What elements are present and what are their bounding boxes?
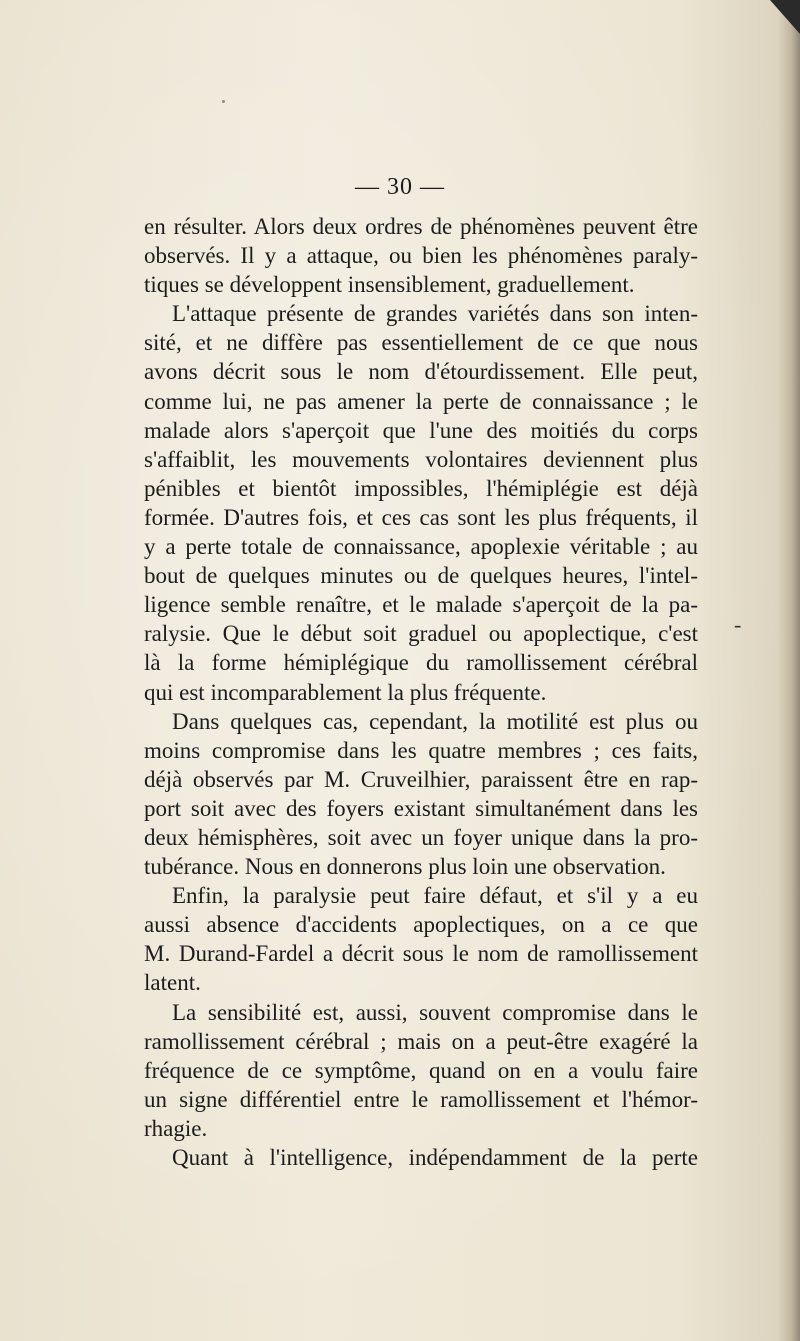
paper-speck	[222, 100, 225, 103]
text-line: un signe différentiel entre le ramollissement et l'hémor-	[144, 1086, 698, 1112]
text-line: en résulter. Alors deux ordres de phénomènes peuvent être	[144, 214, 698, 239]
text-line: deux hémisphères, soit avec un foyer unique dans la pro-	[144, 824, 698, 850]
text-line: tiques se développent insensiblement, graduellement.	[144, 272, 635, 298]
text-line: Quant à l'intelligence, indépendamment de la perte	[172, 1145, 698, 1170]
text-line: observés. Il y a attaque, ou bien les phénomènes paraly-	[144, 243, 698, 269]
text-line: avons décrit sous le nom d'étourdissement. Elle peut,	[144, 359, 698, 385]
text-line: ralysie. Que le début soit graduel ou apoplectique, c'est	[144, 621, 698, 647]
text-line: moins compromise dans les quatre membres ; ces faits,	[144, 737, 698, 763]
text-line: Enfin, la paralysie peut faire défaut, et s'il y a eu	[172, 883, 698, 909]
text-line: comme lui, ne pas amener la perte de connaissance ; le	[144, 388, 698, 414]
corner-mark	[770, 0, 800, 34]
text-line: déjà observés par M. Cruveilhier, paraissent être en rap-	[144, 766, 698, 792]
text-line: tubérance. Nous en donnerons plus loin une observation.	[144, 854, 666, 880]
text-line: La sensibilité est, aussi, souvent compromise dans le	[172, 999, 698, 1025]
margin-mark: -	[734, 612, 742, 637]
text-line: pénibles et bientôt impossibles, l'hémiplégie est déjà	[144, 475, 698, 501]
text-line: bout de quelques minutes ou de quelques heures, l'intel-	[144, 563, 698, 589]
page-edge-shadow	[778, 0, 800, 1341]
text-line: L'attaque présente de grandes variétés dans son inten-	[172, 301, 698, 327]
text-line: malade alors s'aperçoit que l'une des moitiés du corps	[144, 417, 698, 443]
text-line: ramollissement cérébral ; mais on a peut-être exagéré la	[144, 1028, 698, 1054]
text-line: M. Durand-Fardel a décrit sous le nom de ramollissement	[144, 941, 698, 967]
text-line: s'affaiblit, les mouvements volontaires deviennent plus	[144, 446, 698, 472]
text-line: là la forme hémiplégique du ramollissement cérébral	[144, 650, 698, 676]
text-line: ligence semble renaître, et le malade s'aperçoit de la pa-	[144, 592, 698, 618]
text-line: y a perte totale de connaissance, apoplexie véritable ; au	[144, 534, 698, 560]
text-line: fréquence de ce symptôme, quand on en a voulu faire	[144, 1057, 698, 1083]
text-line: latent.	[144, 970, 201, 996]
text-line: aussi absence d'accidents apoplectiques, on a ce que	[144, 912, 698, 938]
text-line: port soit avec des foyers existant simultanément dans les	[144, 795, 698, 821]
text-line: sité, et ne diffère pas essentiellement de ce que nous	[144, 330, 698, 356]
body-text	[144, 212, 698, 1172]
text-line: qui est incomparablement la plus fréquente.	[144, 679, 547, 705]
text-line: Dans quelques cas, cependant, la motilité est plus ou	[172, 708, 698, 734]
text-line: formée. D'autres fois, et ces cas sont les plus fréquents, il	[144, 504, 698, 530]
text-line: rhagie.	[144, 1115, 208, 1141]
page-number: — 30 —	[355, 174, 445, 200]
